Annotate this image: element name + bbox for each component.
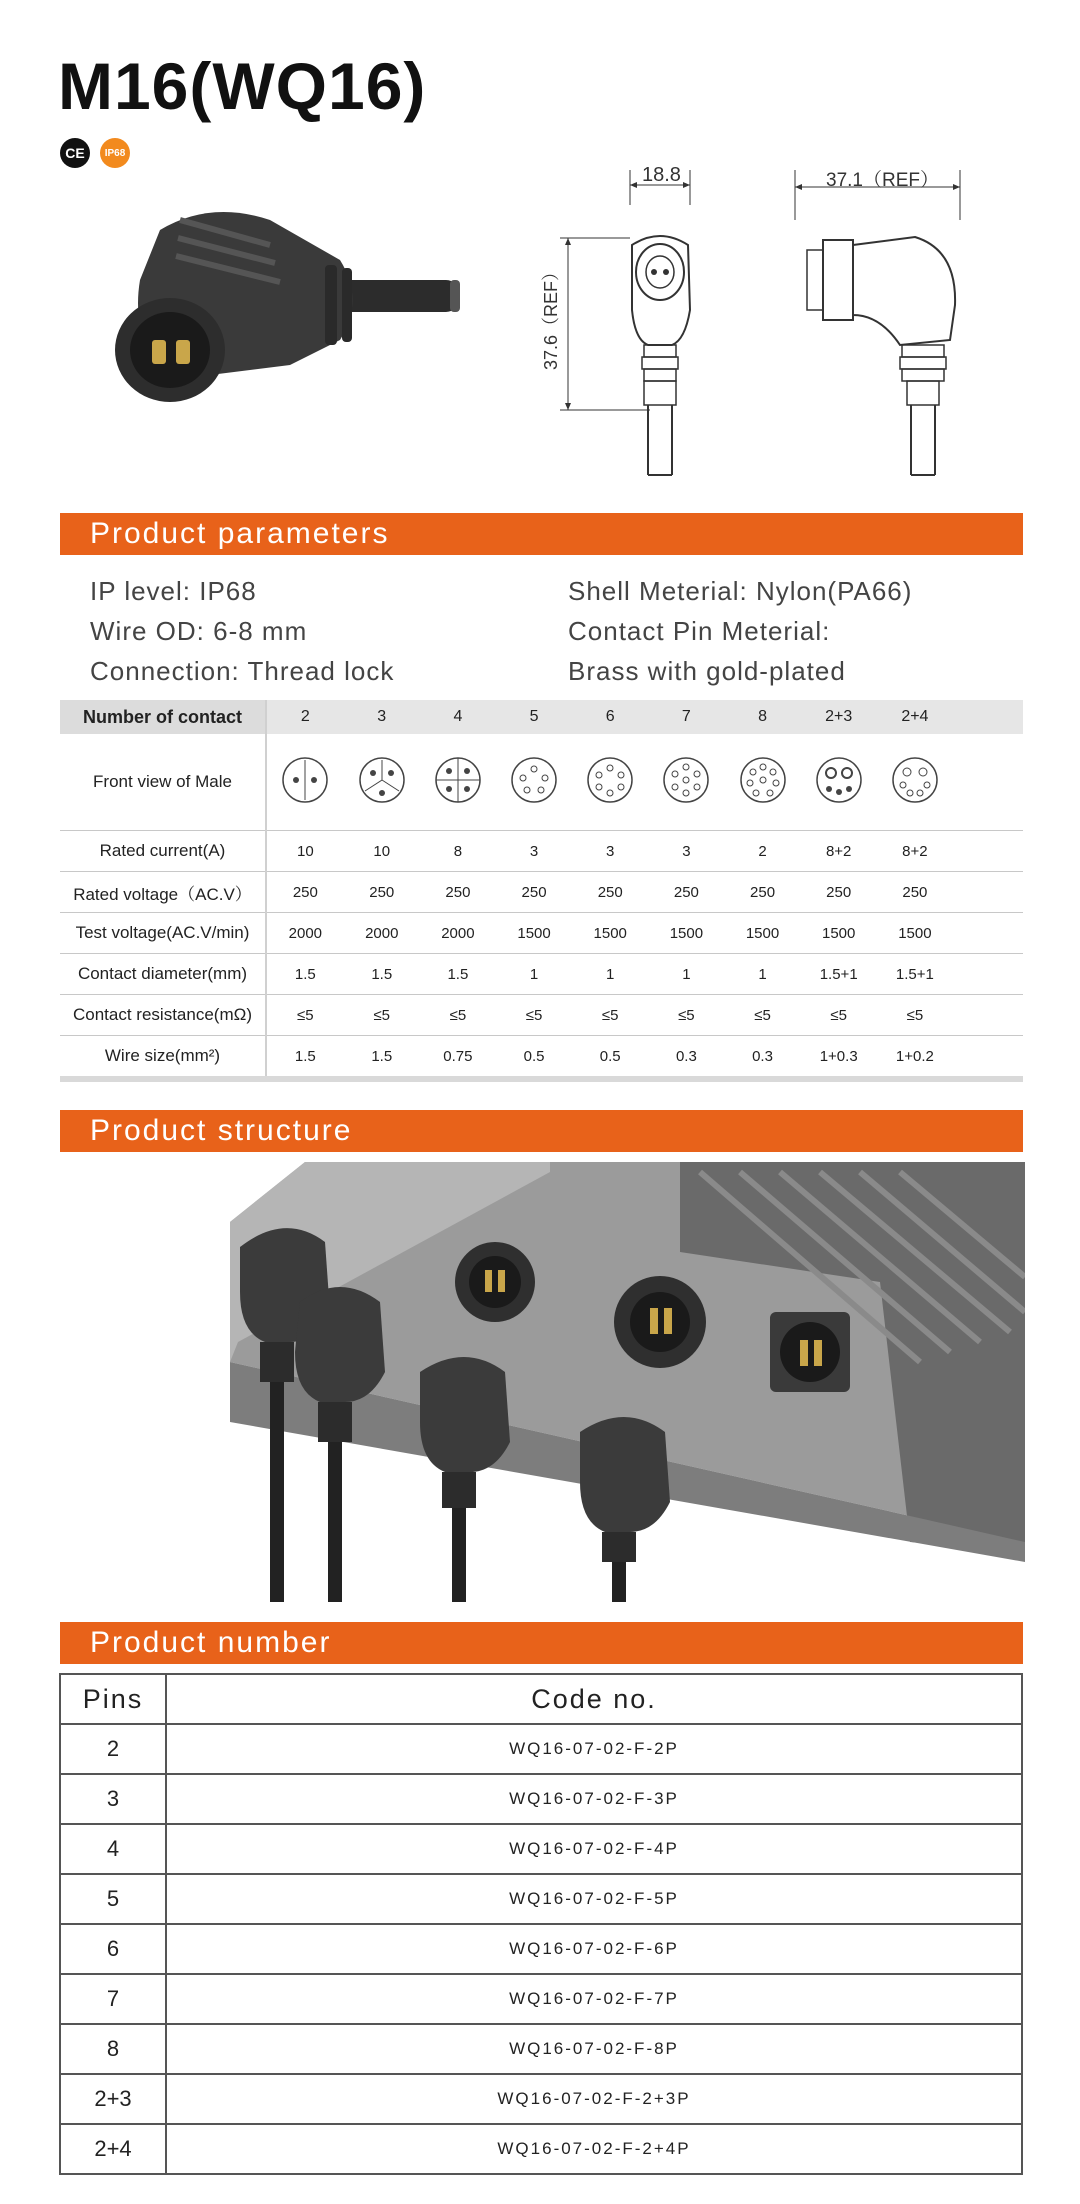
spec-cell: ≤5 <box>648 995 724 1036</box>
spec-cell: 1500 <box>877 913 953 954</box>
table-row <box>60 1774 1022 1824</box>
height-dimension: 37.6（REF） <box>541 262 561 370</box>
table-row <box>60 2124 1022 2174</box>
spec-cell: 2000 <box>266 913 344 954</box>
pin-count: 2+4 <box>60 2124 166 2174</box>
pin-face-6-icon <box>572 734 648 831</box>
spec-spacer <box>953 954 1023 995</box>
spec-row-wire-size <box>60 1036 1023 1080</box>
depth-dimension: 37.1（REF） <box>826 170 939 191</box>
spec-cell: 1.5 <box>266 1036 344 1080</box>
pin-count: 3 <box>60 1774 166 1824</box>
front-view-row <box>60 734 1023 831</box>
spec-cell: 0.3 <box>648 1036 724 1080</box>
pin-face-2-4-icon <box>877 734 953 831</box>
pin-face-7-icon <box>648 734 724 831</box>
row-label: Rated voltage（AC.V） <box>60 872 266 913</box>
pn-header-row <box>60 1674 1022 1724</box>
param-ip-level: IP level: IP68 <box>90 576 257 606</box>
spec-row-contact-diameter <box>60 954 1023 995</box>
code-number: WQ16-07-02-F-8P <box>166 2024 1022 2074</box>
table-row <box>60 2024 1022 2074</box>
pin-count: 2+3 <box>60 2074 166 2124</box>
width-dimension: 18.8 <box>642 164 681 186</box>
pn-header-code: Code no. <box>166 1674 1022 1724</box>
table-row <box>60 1874 1022 1924</box>
section-bar-number: Product number <box>60 1622 1023 1664</box>
contact-count: 5 <box>496 700 572 734</box>
spec-cell: 1.5 <box>344 954 420 995</box>
spec-spacer <box>953 831 1023 872</box>
spec-cell: 250 <box>420 872 496 913</box>
spec-cell: 1.5+1 <box>801 954 877 995</box>
spec-cell: 10 <box>344 831 420 872</box>
page-title: M16(WQ16) <box>58 49 427 123</box>
pin-count: 6 <box>60 1924 166 1974</box>
pin-count: 8 <box>60 2024 166 2074</box>
row-label: Front view of Male <box>60 734 266 831</box>
spec-cell: 2000 <box>420 913 496 954</box>
spec-cell: 1.5 <box>420 954 496 995</box>
code-number: WQ16-07-02-F-6P <box>166 1924 1022 1974</box>
contact-count: 2 <box>266 700 344 734</box>
header-spacer <box>953 700 1023 734</box>
spec-cell: 2 <box>724 831 800 872</box>
spec-cell: 3 <box>572 831 648 872</box>
param-pin-material: Contact Pin Meterial: <box>568 616 831 646</box>
code-number: WQ16-07-02-F-5P <box>166 1874 1022 1924</box>
spec-spacer <box>953 1036 1023 1080</box>
ip68-badge-icon: IP68 <box>100 138 130 168</box>
spec-cell: 1+0.2 <box>877 1036 953 1080</box>
spec-cell: 250 <box>266 872 344 913</box>
spec-row-contact-resistance <box>60 995 1023 1036</box>
spec-spacer <box>953 872 1023 913</box>
spec-cell: ≤5 <box>572 995 648 1036</box>
spec-cell: 1500 <box>496 913 572 954</box>
table-row <box>60 1824 1022 1874</box>
spec-spacer <box>953 995 1023 1036</box>
param-connection: Connection: Thread lock <box>90 656 395 686</box>
code-number: WQ16-07-02-F-2+3P <box>166 2074 1022 2124</box>
pin-count: 5 <box>60 1874 166 1924</box>
spec-cell: 250 <box>496 872 572 913</box>
product-number-table <box>59 1673 1023 2175</box>
spec-cell: 1.5+1 <box>877 954 953 995</box>
spec-cell: 1 <box>496 954 572 995</box>
contact-count: 8 <box>724 700 800 734</box>
table-row <box>60 2074 1022 2124</box>
spec-cell: 8 <box>420 831 496 872</box>
pin-count: 7 <box>60 1974 166 2024</box>
spec-cell: ≤5 <box>266 995 344 1036</box>
param-wire-od: Wire OD: 6-8 mm <box>90 616 308 646</box>
contact-count: 3 <box>344 700 420 734</box>
table-row <box>60 1724 1022 1774</box>
ce-mark-icon: CE <box>60 138 90 168</box>
spec-cell: 250 <box>344 872 420 913</box>
contact-count: 7 <box>648 700 724 734</box>
spec-cell: 8+2 <box>877 831 953 872</box>
contact-count: 4 <box>420 700 496 734</box>
spec-cell: 10 <box>266 831 344 872</box>
code-number: WQ16-07-02-F-2P <box>166 1724 1022 1774</box>
spec-cell: ≤5 <box>877 995 953 1036</box>
connector-photo <box>100 190 470 430</box>
spec-cell: 250 <box>877 872 953 913</box>
spec-cell: 1 <box>724 954 800 995</box>
spec-cell: ≤5 <box>496 995 572 1036</box>
spec-spacer <box>953 913 1023 954</box>
pin-face-2-icon <box>266 734 344 831</box>
table-row <box>60 1924 1022 1974</box>
spec-cell: 8+2 <box>801 831 877 872</box>
code-number: WQ16-07-02-F-4P <box>166 1824 1022 1874</box>
spec-cell: 2000 <box>344 913 420 954</box>
pin-face-2-3-icon <box>801 734 877 831</box>
spec-cell: 1.5 <box>266 954 344 995</box>
header-label: Number of contact <box>60 700 266 734</box>
spec-cell: 1 <box>648 954 724 995</box>
spec-cell: 1500 <box>724 913 800 954</box>
pn-header-pins: Pins <box>60 1674 166 1724</box>
spec-cell: 250 <box>648 872 724 913</box>
pin-face-5-icon <box>496 734 572 831</box>
row-label: Test voltage(AC.V/min) <box>60 913 266 954</box>
spec-cell: 1 <box>572 954 648 995</box>
spec-cell: 250 <box>572 872 648 913</box>
front-view-drawing <box>540 165 730 485</box>
spec-table <box>60 700 1023 1082</box>
spec-cell: ≤5 <box>724 995 800 1036</box>
section-bar-parameters: Product parameters <box>60 513 1023 555</box>
spec-row-voltage <box>60 872 1023 913</box>
pin-count: 2 <box>60 1724 166 1774</box>
pin-face-4-icon <box>420 734 496 831</box>
table-row <box>60 1974 1022 2024</box>
row-label: Wire size(mm²) <box>60 1036 266 1080</box>
spec-cell: 1500 <box>801 913 877 954</box>
side-view-drawing <box>785 165 975 485</box>
spec-cell: ≤5 <box>420 995 496 1036</box>
param-pin-plating: Brass with gold-plated <box>568 656 846 686</box>
spec-row-current <box>60 831 1023 872</box>
code-number: WQ16-07-02-F-2+4P <box>166 2124 1022 2174</box>
face-spacer <box>953 734 1023 831</box>
spec-cell: 1500 <box>648 913 724 954</box>
spec-cell: 3 <box>648 831 724 872</box>
contact-count: 6 <box>572 700 648 734</box>
spec-cell: 1500 <box>572 913 648 954</box>
spec-cell: 0.5 <box>572 1036 648 1080</box>
spec-header-row <box>60 700 1023 734</box>
spec-cell: ≤5 <box>801 995 877 1036</box>
row-label: Contact resistance(mΩ) <box>60 995 266 1036</box>
spec-cell: 250 <box>801 872 877 913</box>
spec-cell: 0.75 <box>420 1036 496 1080</box>
contact-count: 2+3 <box>801 700 877 734</box>
contact-count: 2+4 <box>877 700 953 734</box>
spec-cell: 1.5 <box>344 1036 420 1080</box>
pin-face-8-icon <box>724 734 800 831</box>
spec-cell: 0.5 <box>496 1036 572 1080</box>
spec-cell: 250 <box>724 872 800 913</box>
spec-cell: 0.3 <box>724 1036 800 1080</box>
pin-face-3-icon <box>344 734 420 831</box>
row-label: Rated current(A) <box>60 831 266 872</box>
row-label: Contact diameter(mm) <box>60 954 266 995</box>
spec-cell: 1+0.3 <box>801 1036 877 1080</box>
param-shell-material: Shell Meterial: Nylon(PA66) <box>568 576 913 606</box>
section-bar-structure: Product structure <box>60 1110 1023 1152</box>
pin-count: 4 <box>60 1824 166 1874</box>
code-number: WQ16-07-02-F-3P <box>166 1774 1022 1824</box>
spec-row-test-voltage <box>60 913 1023 954</box>
spec-cell: 3 <box>496 831 572 872</box>
structure-photo <box>230 1162 1025 1602</box>
code-number: WQ16-07-02-F-7P <box>166 1974 1022 2024</box>
spec-cell: ≤5 <box>344 995 420 1036</box>
